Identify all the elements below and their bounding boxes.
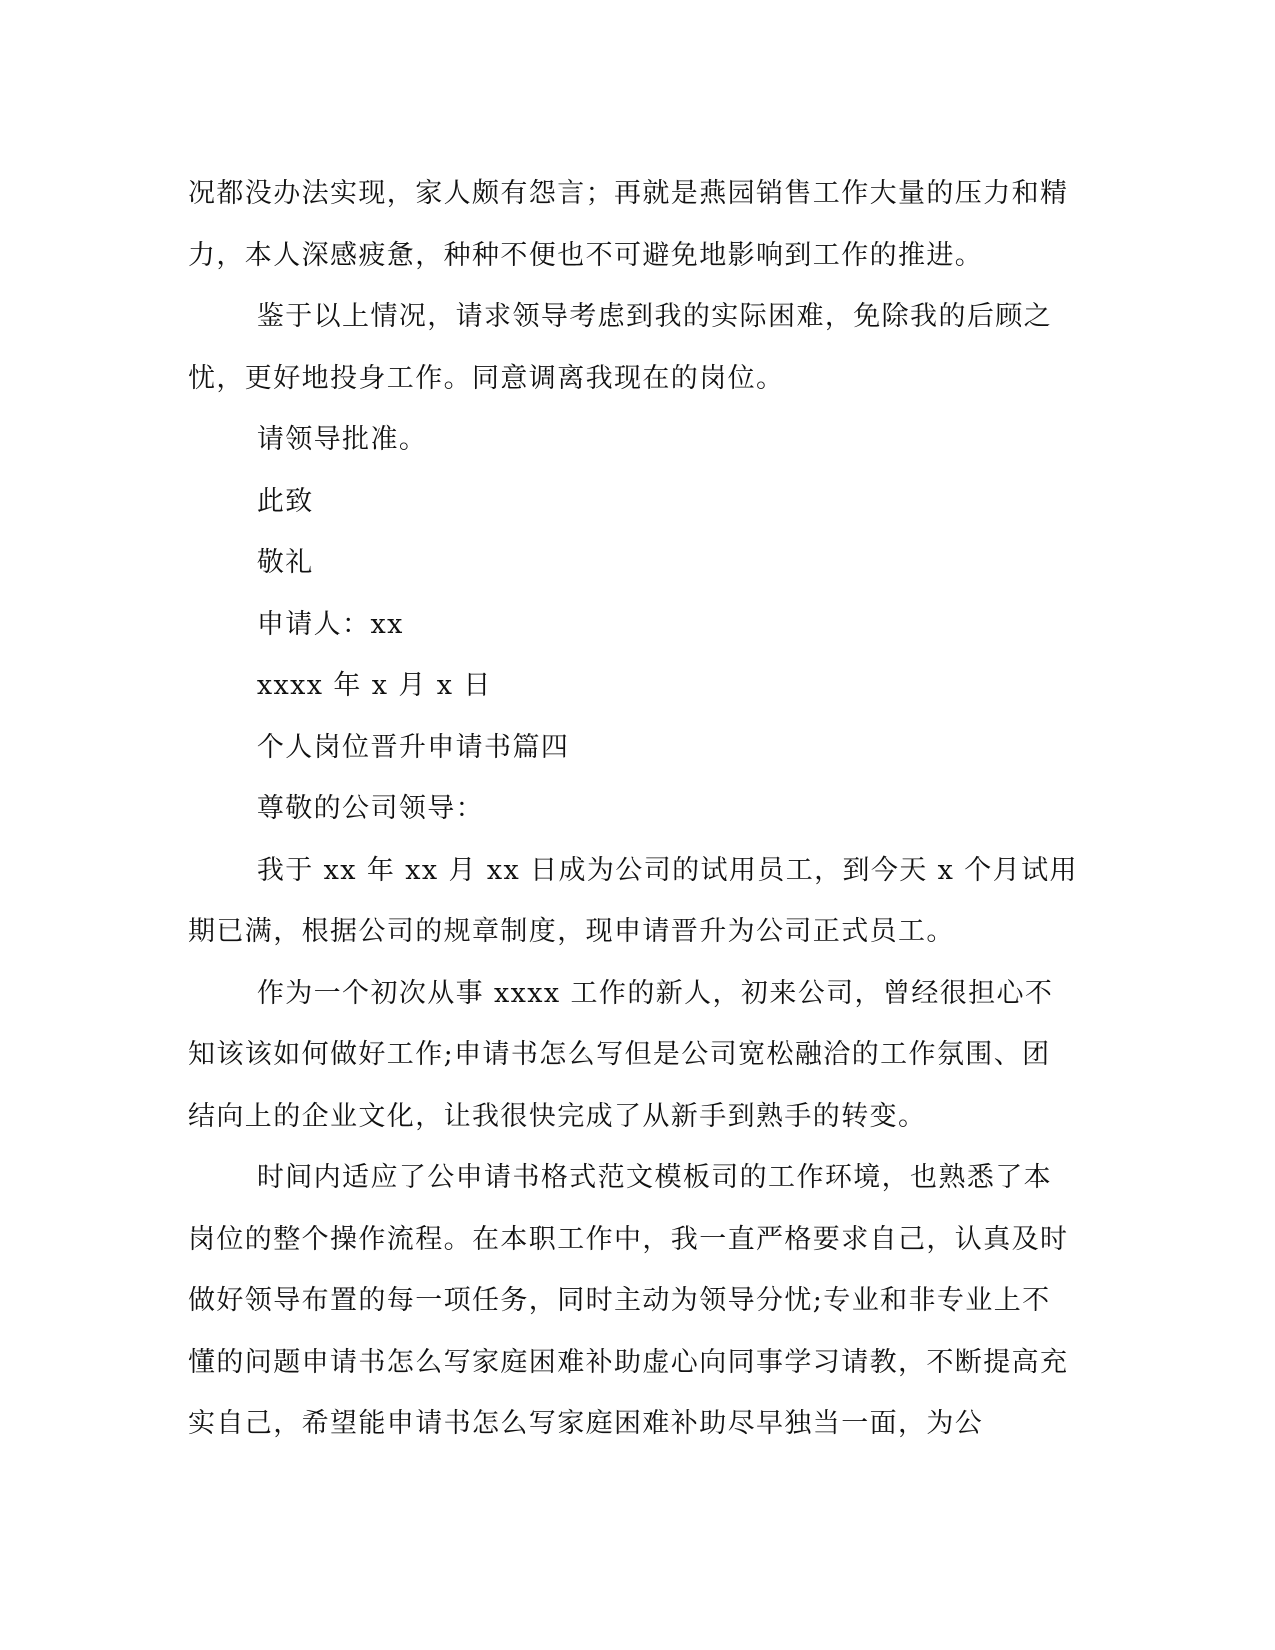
closing-salutation-1: 此致 bbox=[256, 485, 314, 517]
greeting: 尊敬的公司领导： bbox=[256, 793, 485, 824]
section-title: 个人岗位晋升申请书篇四 bbox=[256, 731, 570, 763]
closing-salutation-2: 敬礼 bbox=[256, 547, 314, 578]
paragraph-continuation: 况都没办法实现，家人颇有怨言；再就是燕园销售工作大量的压力和精力，本人深感疲惫，种种不便也不可避免地影响到工作的推进。 bbox=[188, 178, 1069, 271]
paragraph-approval-request: 请领导批准。 bbox=[256, 424, 428, 455]
paragraph-newcomer: 作为一个初次从事 xxxx 工作的新人，初来公司，曾经很担心不知该该如何做好工作;申请书怎么写但是公司宽松融洽的工作氛围、团结向上的企业文化，让我很快完成了从新手到熟手的转变。 bbox=[188, 977, 1054, 1132]
paragraph-request-reason: 鉴于以上情况，请求领导考虑到我的实际困难，免除我的后顾之忧，更好地投身工作。同意调离我现在的岗位。 bbox=[188, 301, 1053, 394]
application-date: xxxx 年 x 月 x 日 bbox=[256, 670, 492, 701]
paragraph-probation: 我于 xx 年 xx 月 xx 日成为公司的试用员工，到今天 x 个月试用期已满，根据公司的规章制度，现申请晋升为公司正式员工。 bbox=[188, 854, 1078, 947]
paragraph-adaptation: 时间内适应了公申请书格式范文模板司的工作环境，也熟悉了本岗位的整个操作流程。在本职工作中，我一直严格要求自己，认真及时做好领导布置的每一项任务，同时主动为领导分忧;专业和非专业上不懂的问题申请书怎么写家庭困难补助虚心向同事学习请教，不断提高充实自己，希望能申请书怎么写家庭困难补助尽早独当一面，为公 bbox=[188, 1162, 1069, 1439]
document-body bbox=[188, 163, 1078, 1455]
applicant-signature: 申请人：xx bbox=[256, 608, 404, 640]
